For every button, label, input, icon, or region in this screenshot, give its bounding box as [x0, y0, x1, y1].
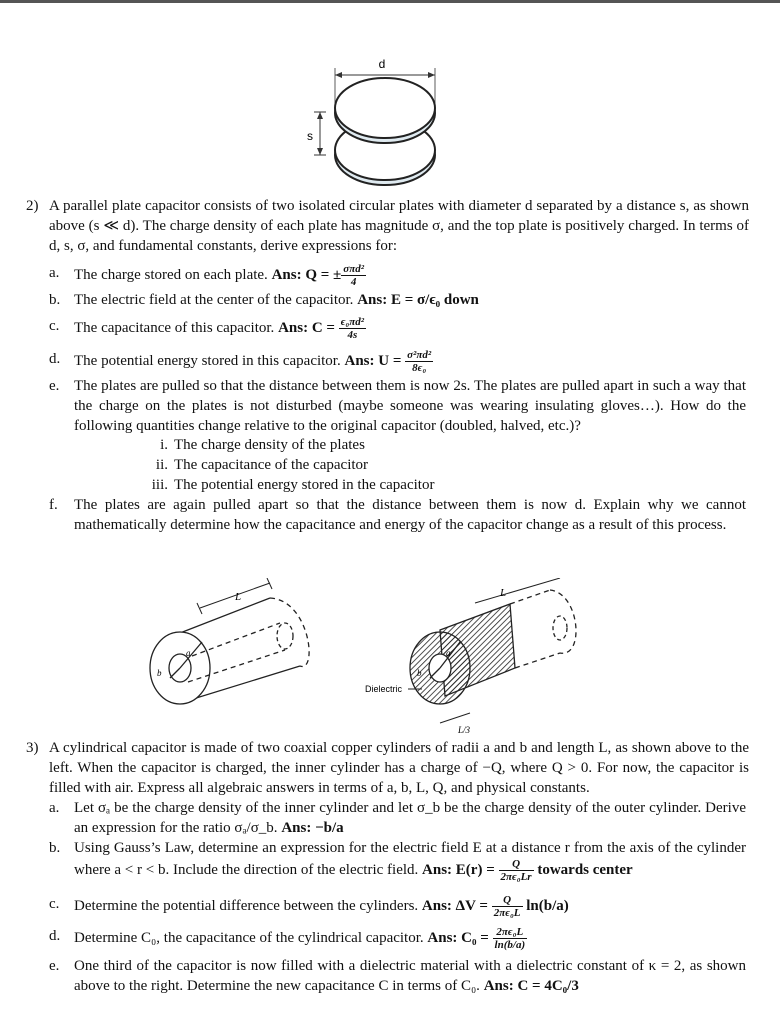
- problem-2-intro: A parallel plate capacitor consists of two isolated circular plates with diameter d separated by a distance s, as shown above (s ≪ d). The charge density of each plate has magnitude σ, and the top plate is positively charged. In terms of d, s, σ, and fundamental constants, derive expressions for:: [49, 198, 749, 254]
- d-label: d: [378, 57, 386, 71]
- s-label: s: [307, 129, 313, 143]
- problem-3: 3) A cylindrical capacitor is made of two coaxial copper cylinders of radii a and b and length L, as shown above to the left. When the capacitor is charged, the inner cylinder has a charge of −Q, where Q > 0. For now, the capacitor is filled with air. Express all algebraic answers in terms of a, b, L, Q, and physical constants. a. Let σₐ be the charge density of the inner cylinder and let σ_b be the charge density of the outer cylinder. Derive an expression for the ratio σₐ/σ_b. Ans: −b/a b. Using Gauss’s Law, determine an expression for the electric field E at a distance r from the axis of the cylinder where a < r < b. Include the direction of the electric field. Ans: E(r) = $\frac{Q}{\text{2πϵ₀Lr}}$ towards center c. Determine the potential difference between the cylinders. Ans: ΔV = $\frac{Q}{\text{2πϵ₀L}}$ ln(b/a) d. Determine C₀, the capacitance of the cylindrical capacitor. Ans: C₀ = $\frac{\text{2πϵ₀L}}{\ln(b/a)}$ e. One third of the capacitor is now filled with a dielectric material with a dielectric constant of κ = 2, as shown above to the right. Determine the new capacitance C in terms of C₀. Ans: C = 4C₀/3: [26, 740, 749, 994]
- top-border: [0, 0, 780, 3]
- L-label-right: L: [500, 587, 507, 599]
- parallel-plate-figure: [290, 50, 450, 190]
- answer-3d: Ans: C₀ =: [427, 929, 489, 946]
- cylindrical-capacitor-figure: [140, 578, 610, 738]
- sub-item-iii: iii. The potential energy stored in the capacitor: [151, 477, 435, 493]
- L-label-left: L: [235, 591, 242, 603]
- sub-item-ii: ii. The capacitance of the capacitor: [155, 457, 369, 473]
- answer-2d: Ans: U =: [344, 352, 402, 369]
- answer-3a: Ans: −b/a: [281, 820, 344, 836]
- b-label-left: b: [157, 668, 162, 678]
- answer-3b: Ans: E(r) =: [422, 861, 495, 878]
- third-length-label: L/3: [458, 725, 471, 735]
- problem-2-number: 2): [26, 198, 39, 214]
- problem-3-number: 3): [26, 740, 39, 756]
- sub-item-i: i. The charge density of the plates: [160, 437, 365, 453]
- b-label-right: b: [417, 668, 422, 678]
- a-label-right: a: [446, 648, 451, 658]
- answer-2a: Ans: Q = ±: [271, 266, 342, 283]
- answer-3c: Ans: ΔV =: [421, 897, 488, 914]
- answer-3e: Ans: C = 4C₀/3: [483, 978, 579, 994]
- air-capacitor: [150, 578, 309, 704]
- answer-2c: Ans: C =: [278, 319, 335, 336]
- answer-2b: Ans: E = σ/ϵ₀ down: [357, 292, 479, 308]
- dielectric-capacitor: [410, 578, 576, 723]
- problem-3-intro: A cylindrical capacitor is made of two coaxial copper cylinders of radii a and b and length L, as shown above to the left. When the capacitor is charged, the inner cylinder has a charge of −Q, where Q > 0. For now, the capacitor is filled with air. Express all algebraic answers in terms of a, b, L, Q, and physical constants.: [49, 740, 749, 796]
- problem-2: 2) A parallel plate capacitor consists of two isolated circular plates with diameter d separated by a distance s, as shown above (s ≪ d). The charge density of each plate has magnitude σ, and the top plate is positively charged. In terms of d, s, σ, and fundamental constants, derive expressions for: a. The charge stored on each plate. Ans: Q = ± $\frac{\text{σπd²}}{4}$ b. The electric field at the center of the capacitor. Ans: E = σ/ϵ₀ down c. The capacitance of this capacitor. Ans: C = $\frac{\text{ϵ₀πd²}}{4s}$ d. The potential energy stored in this capacitor. Ans: U = $\frac{\text{σ²πd²}}{\text{8ϵ₀}}$ e. The plates are pulled so that the distance between them is now 2s. The plates are pulled apart in such a way that the charge on the plates is not disturbed (maybe someone was wearing insulating gloves…). How do the following quantities change relative to the original capacitor (doubled, halved, etc.)? i. The charge density of the plates ii. The capacitance of the capacitor iii. The potential energy stored in the capacitor f. The plates are again pulled apart so that the distance between them is now d. Explain why we cannot mathematically determine how the capacitance and energy of the capacitor change as a result of this process.: [26, 198, 749, 533]
- a-label-left: a: [186, 648, 191, 658]
- dielectric-label: Dielectric: [365, 684, 403, 694]
